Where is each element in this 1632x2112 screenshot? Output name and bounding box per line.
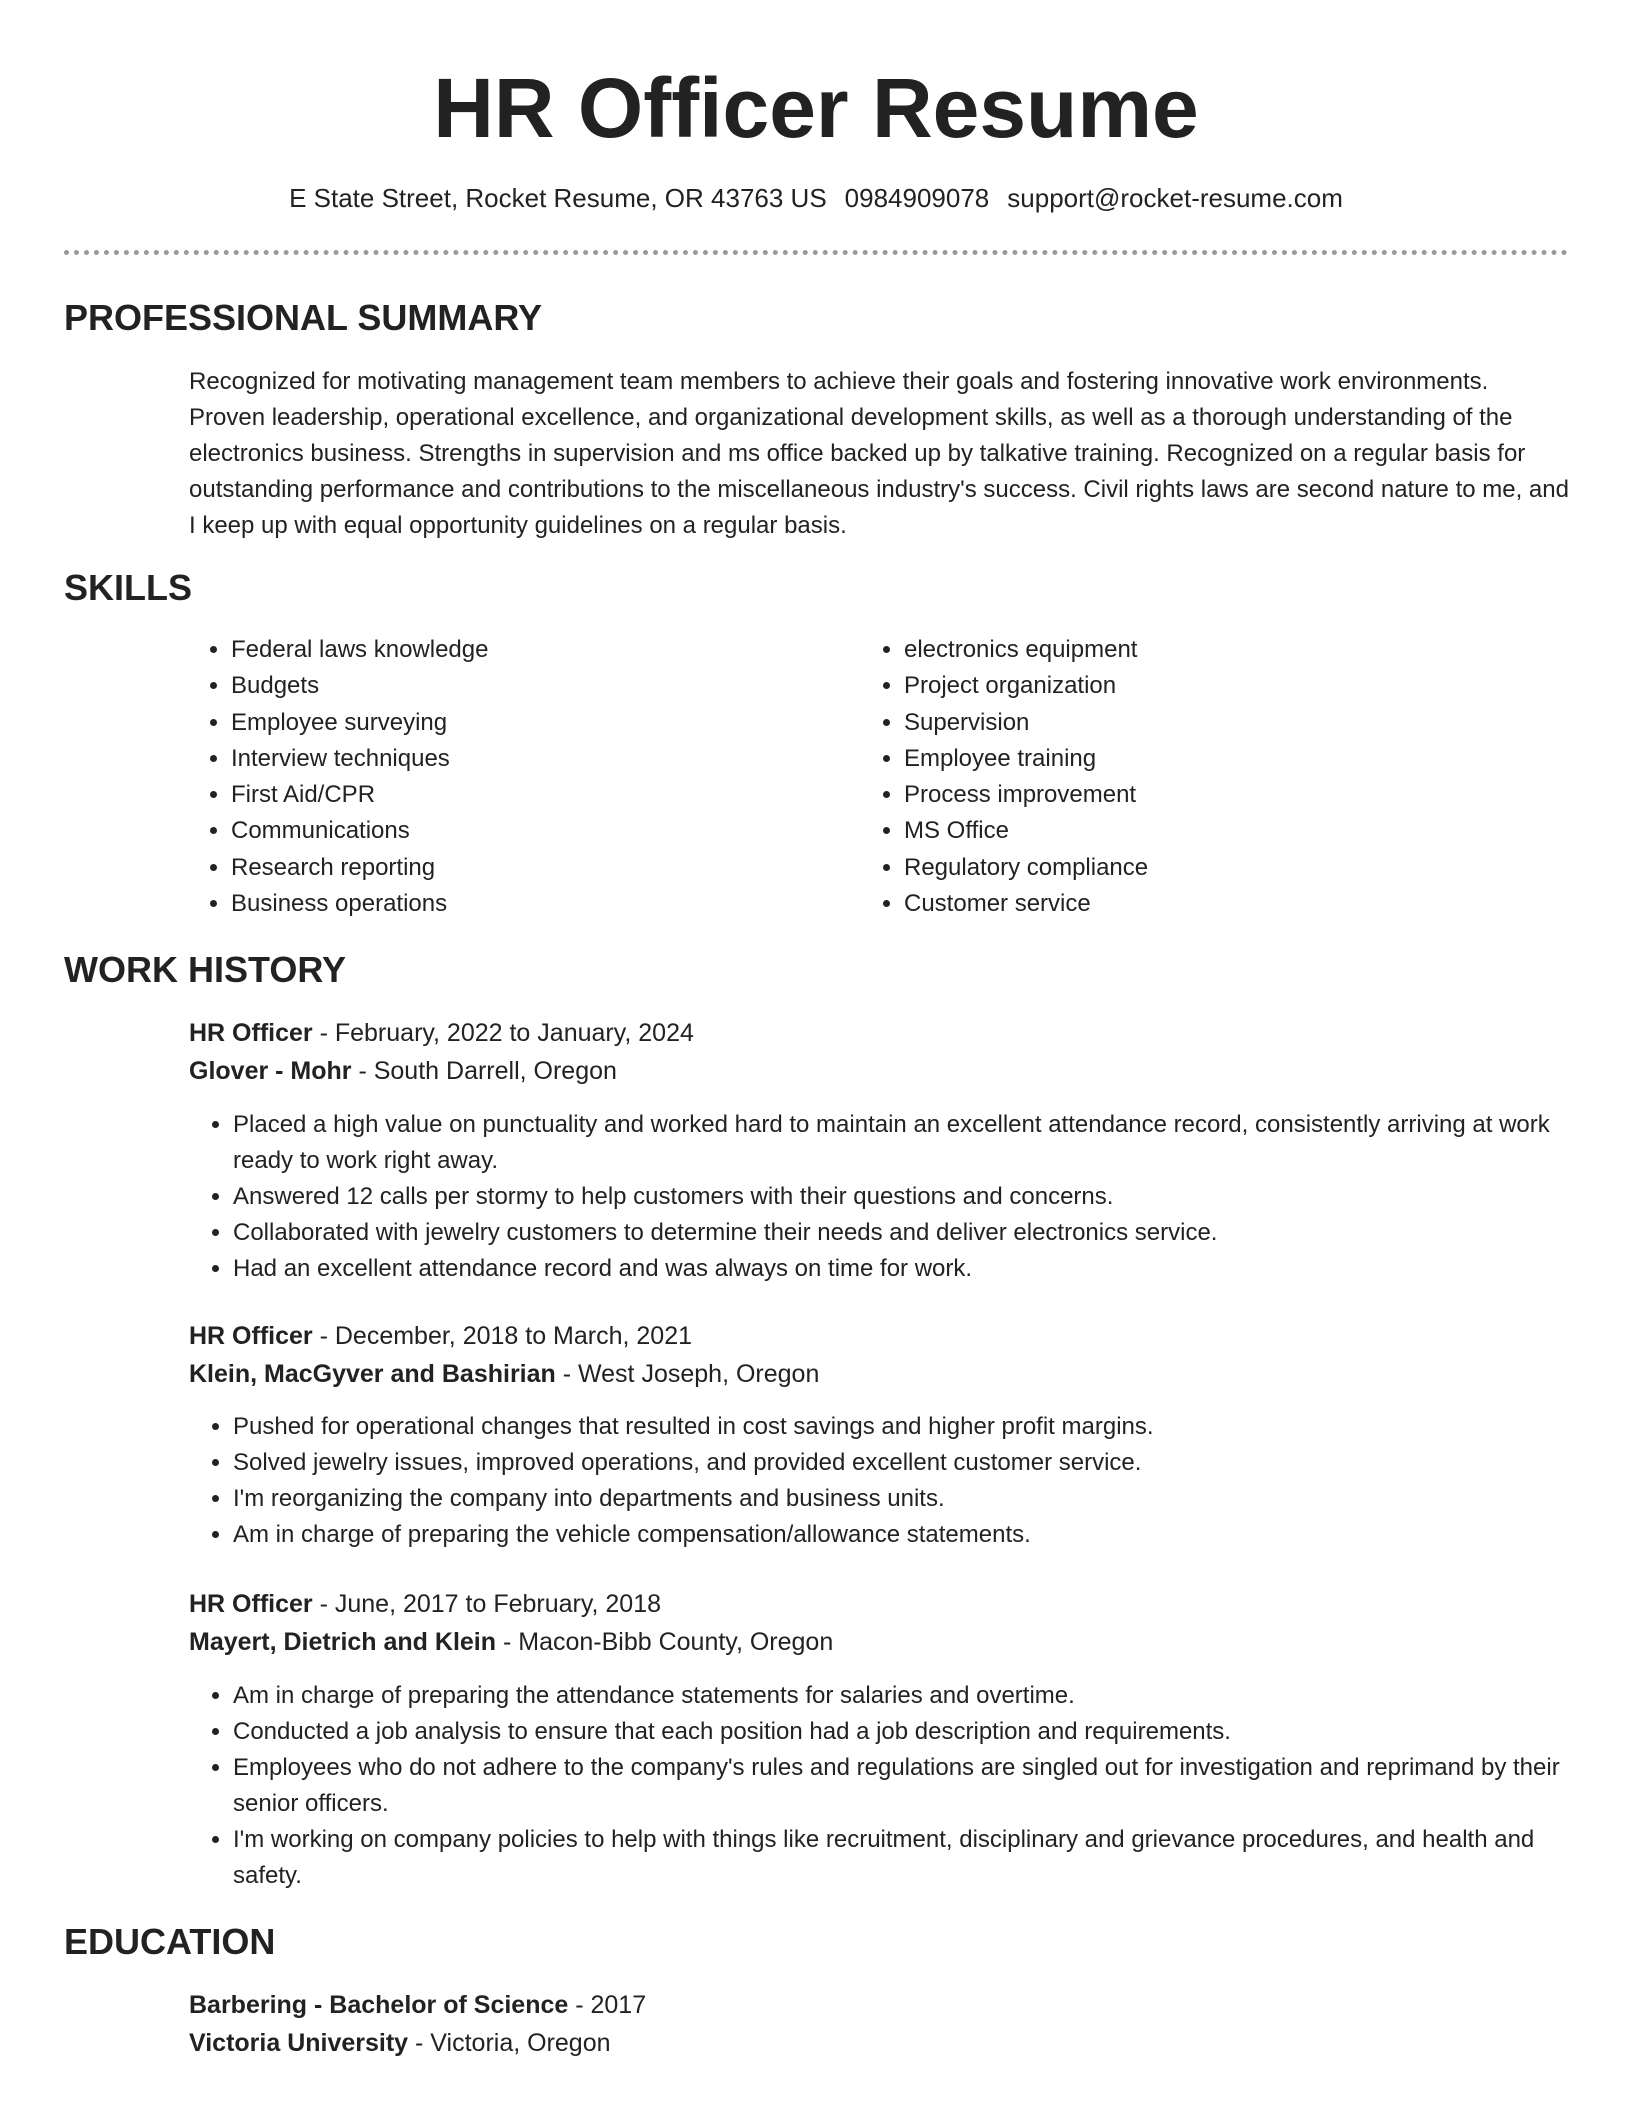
contact-address: E State Street, Rocket Resume, OR 43763 US: [289, 183, 827, 213]
education-degree: Barbering - Bachelor of Science: [189, 1991, 569, 2019]
skill-item: • MS Office: [904, 813, 1500, 849]
skill-item: • Communications: [231, 813, 827, 849]
job-bullet: • Conducted a job analysis to ensure that each position had a job description and requirements.: [233, 1714, 1569, 1750]
skill-item: • Federal laws knowledge: [231, 632, 827, 668]
job-company: Klein, MacGyver and Bashirian: [189, 1360, 556, 1388]
job-bullet: • Am in charge of preparing the vehicle compensation/allowance statements.: [233, 1517, 1569, 1553]
education-school: Victoria University: [189, 2029, 409, 2057]
job-bullet: • Solved jewelry issues, improved operations, and provided excellent customer service.: [233, 1445, 1569, 1481]
contact-line: [0, 180, 1632, 216]
job-company: Mayert, Dietrich and Klein: [189, 1628, 497, 1656]
job-bullet: • Pushed for operational changes that resulted in cost savings and higher profit margins.: [233, 1409, 1569, 1445]
skills-list-left: [187, 632, 827, 922]
summary-text: Recognized for motivating management team members to achieve their goals and fostering innovative work environments. Proven leadership, operational excellence, and organizational development skills, as well as a thorough understanding of the electronics business. Strengths in supervision and ms office backed up by talkative training. Recognized on a regular basis for outstanding performance and contributions to the miscellaneous industry's success. Civil rights laws are second nature to me, and I keep up with equal opportunity guidelines on a regular basis.: [189, 368, 1569, 539]
resume-title: HR Officer Resume: [433, 61, 1199, 155]
contact-email[interactable]: support@rocket-resume.com: [1007, 183, 1343, 213]
job-bullets: [189, 1409, 1569, 1553]
skill-item: • Employee training: [904, 741, 1500, 777]
education-heading: EDUCATION: [64, 1921, 276, 1962]
skill-item: • Process improvement: [904, 777, 1500, 813]
skills-heading: SKILLS: [64, 567, 193, 608]
skills-list-right: [860, 632, 1500, 922]
job-bullet: • Answered 12 calls per stormy to help customers with their questions and concerns.: [233, 1179, 1569, 1215]
job-title: HR Officer: [189, 1019, 313, 1047]
job-bullet: • Placed a high value on punctuality and worked hard to maintain an excellent attendance record, consistently arriving at work ready to work right away.: [233, 1107, 1569, 1179]
skill-item: • electronics equipment: [904, 632, 1500, 668]
job-dates: - June, 2017 to February, 2018: [312, 1590, 662, 1618]
summary-heading: PROFESSIONAL SUMMARY: [64, 297, 543, 338]
job-dates: - December, 2018 to March, 2021: [312, 1322, 693, 1350]
skill-item: • Regulatory compliance: [904, 850, 1500, 886]
skill-item: • Business operations: [231, 886, 827, 922]
job-title-line: [189, 1015, 694, 1051]
job-bullets: [189, 1107, 1569, 1287]
skill-item: • First Aid/CPR: [231, 777, 827, 813]
education-school-line: [189, 2025, 611, 2061]
job-title-line: [189, 1586, 661, 1622]
skill-item: • Research reporting: [231, 850, 827, 886]
contact-phone: 0984909078: [844, 183, 990, 213]
job-title: HR Officer: [189, 1590, 313, 1618]
skill-item: • Supervision: [904, 705, 1500, 741]
job-location: - Macon-Bibb County, Oregon: [496, 1628, 834, 1656]
job-company-line: [189, 1356, 819, 1392]
skill-item: • Employee surveying: [231, 705, 827, 741]
skill-item: • Budgets: [231, 668, 827, 704]
job-company-line: [189, 1053, 617, 1089]
job-location: - South Darrell, Oregon: [351, 1057, 617, 1085]
skill-item: • Interview techniques: [231, 741, 827, 777]
job-location: - West Joseph, Oregon: [555, 1360, 820, 1388]
job-title: HR Officer: [189, 1322, 313, 1350]
job-dates: - February, 2022 to January, 2024: [312, 1019, 694, 1047]
job-bullet: • Collaborated with jewelry customers to determine their needs and deliver electronics service.: [233, 1215, 1569, 1251]
work-heading: WORK HISTORY: [64, 949, 347, 990]
job-bullet: • I'm working on company policies to help with things like recruitment, disciplinary and grievance procedures, and health and safety.: [233, 1822, 1569, 1894]
job-company-line: [189, 1624, 833, 1660]
header-divider: [64, 250, 1568, 255]
job-bullet: • Am in charge of preparing the attendance statements for salaries and overtime.: [233, 1678, 1569, 1714]
job-bullet: • I'm reorganizing the company into departments and business units.: [233, 1481, 1569, 1517]
job-title-line: [189, 1318, 692, 1354]
skill-item: • Customer service: [904, 886, 1500, 922]
job-company: Glover - Mohr: [189, 1057, 352, 1085]
job-bullet: • Employees who do not adhere to the company's rules and regulations are singled out for investigation and reprimand by their senior officers.: [233, 1750, 1569, 1822]
education-location: - Victoria, Oregon: [408, 2029, 611, 2057]
job-bullets: [189, 1678, 1569, 1894]
job-bullet: • Had an excellent attendance record and was always on time for work.: [233, 1251, 1569, 1287]
skill-item: • Project organization: [904, 668, 1500, 704]
education-degree-line: [189, 1987, 646, 2023]
education-year: - 2017: [568, 1991, 647, 2019]
